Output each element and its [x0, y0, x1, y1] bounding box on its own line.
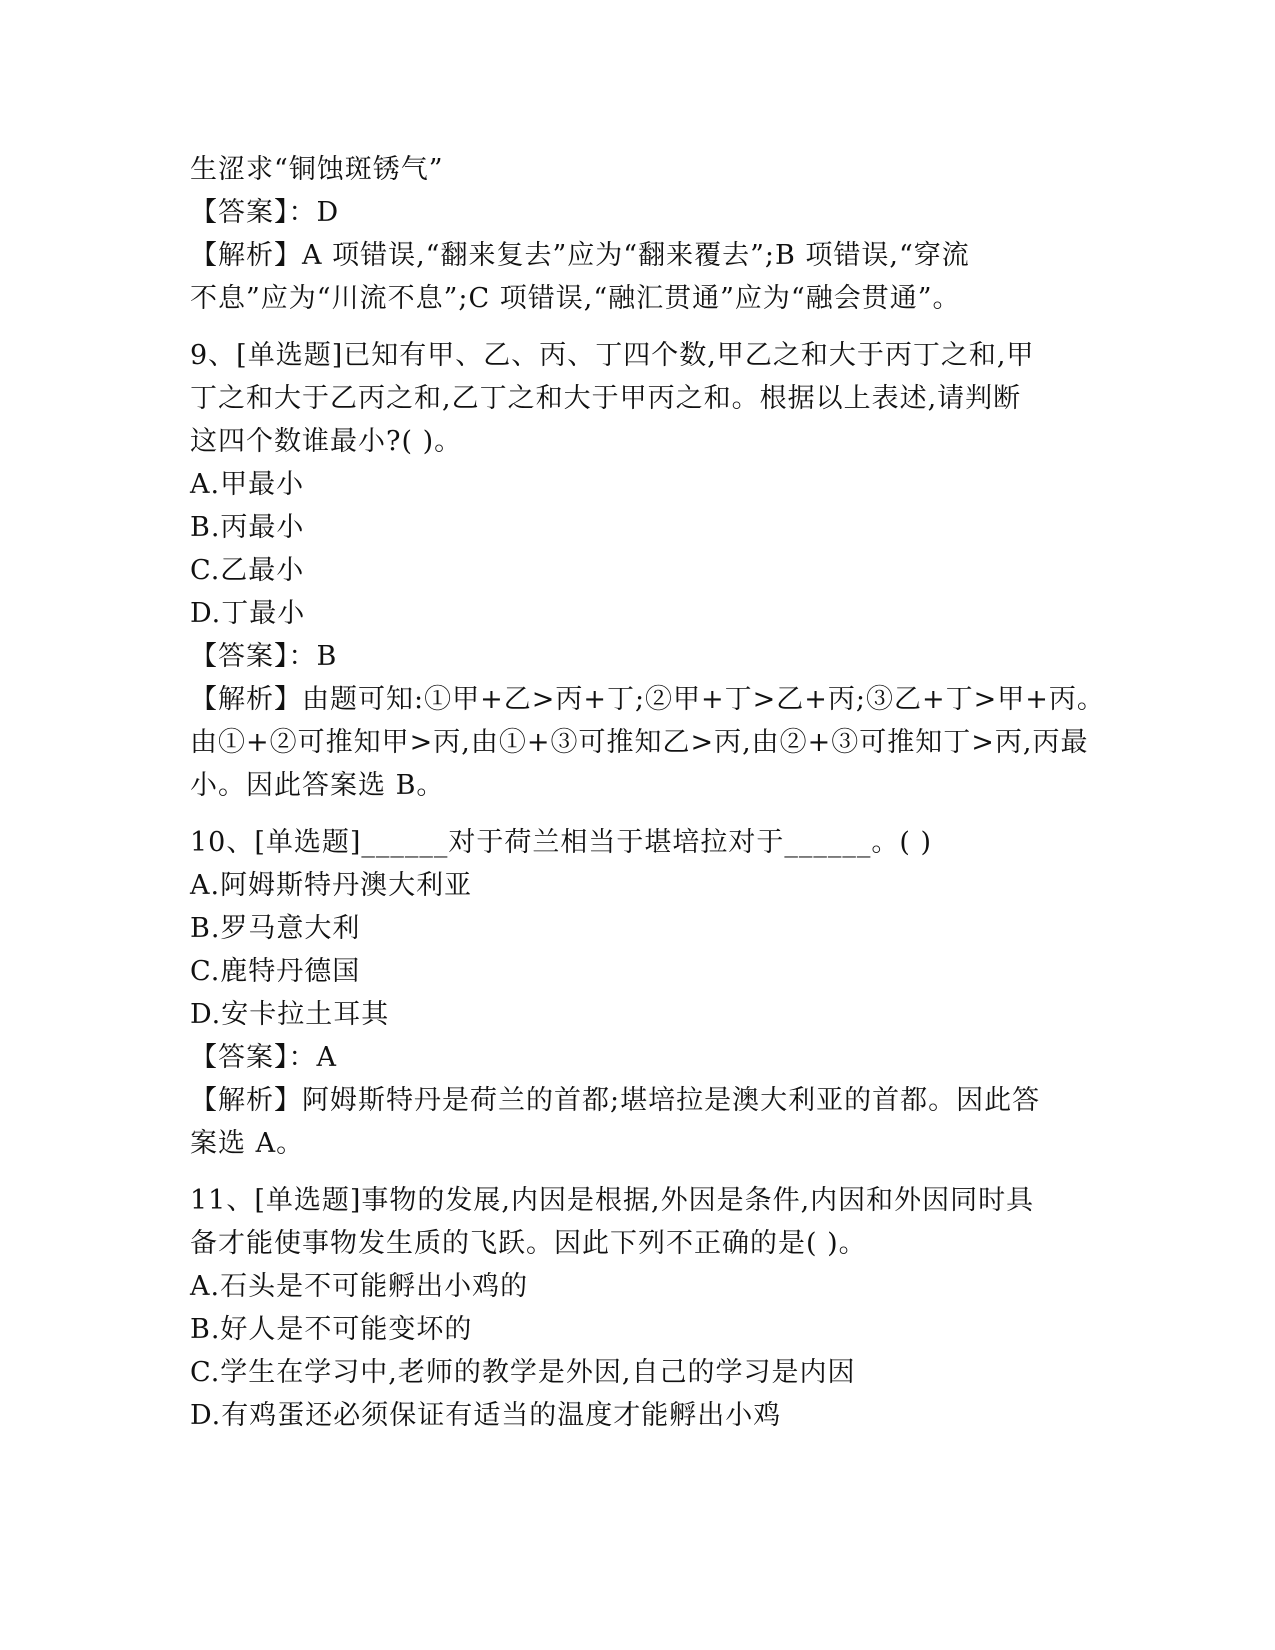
question-9-option-b: B.丙最小 [190, 512, 305, 543]
question-10-analysis-line-1: 【解析】阿姆斯特丹是荷兰的首都;堪培拉是澳大利亚的首都。因此答 [190, 1085, 1041, 1116]
question-10-analysis-line-2: 案选 A。 [190, 1128, 305, 1159]
question-9-option-d: D.丁最小 [190, 598, 306, 629]
question-11-stem-line-2: 备才能使事物发生质的飞跃。因此下列不正确的是( )。 [190, 1228, 867, 1259]
question-10-option-c: C.鹿特丹德国 [190, 956, 361, 987]
question-9-analysis-line-2: 由①+②可推知甲>丙,由①+③可推知乙>丙,由②+③可推知丁>丙,丙最 [190, 727, 1089, 758]
question-11-stem-line-1: 11、[单选题]事物的发展,内因是根据,外因是条件,内因和外因同时具 [190, 1185, 1035, 1216]
question-9-stem-line-2: 丁之和大于乙丙之和,乙丁之和大于甲丙之和。根据以上表述,请判断 [190, 383, 1022, 414]
question-9-analysis-line-1: 【解析】由题可知:①甲+乙>丙+丁;②甲+丁>乙+丙;③乙+丁>甲+丙。 [190, 684, 1105, 715]
question-9-block [190, 334, 1105, 807]
prev-analysis-line-2: 不息”应为“川流不息”;C 项错误,“融汇贯通”应为“融会贯通”。 [190, 283, 961, 314]
question-10-stem-line-1: 10、[单选题]______对于荷兰相当于堪培拉对于______。( ) [190, 827, 933, 858]
question-11-option-b: B.好人是不可能变坏的 [190, 1314, 473, 1345]
question-10-block [190, 821, 1090, 1165]
question-11-block [190, 1179, 1090, 1437]
question-9-answer: 【答案】：B [190, 641, 338, 672]
question-10-option-a: A.阿姆斯特丹澳大利亚 [190, 870, 473, 901]
document-page [190, 148, 1105, 1437]
question-9-option-a: A.甲最小 [190, 469, 305, 500]
prev-question-block [190, 148, 1090, 320]
prev-analysis-line-1: 【解析】A 项错误,“翻来复去”应为“翻来覆去”;B 项错误,“穿流 [190, 240, 970, 271]
question-11-option-c: C.学生在学习中,老师的教学是外因,自己的学习是内因 [190, 1357, 856, 1388]
question-9-stem-line-1: 9、[单选题]已知有甲、乙、丙、丁四个数,甲乙之和大于丙丁之和,甲 [190, 340, 1035, 371]
question-10-option-d: D.安卡拉土耳其 [190, 999, 390, 1030]
question-10-option-b: B.罗马意大利 [190, 913, 361, 944]
prev-question-tail: 生涩求“铜蚀斑锈气” [190, 154, 444, 185]
question-11-option-a: A.石头是不可能孵出小鸡的 [190, 1271, 529, 1302]
prev-answer: 【答案】：D [190, 197, 340, 228]
question-9-analysis-line-3: 小。因此答案选 B。 [190, 770, 445, 801]
question-9-option-c: C.乙最小 [190, 555, 305, 586]
question-11-option-d: D.有鸡蛋还必须保证有适当的温度才能孵出小鸡 [190, 1400, 782, 1431]
question-9-stem-line-3: 这四个数谁最小?( )。 [190, 426, 463, 457]
question-10-answer: 【答案】：A [190, 1042, 337, 1073]
